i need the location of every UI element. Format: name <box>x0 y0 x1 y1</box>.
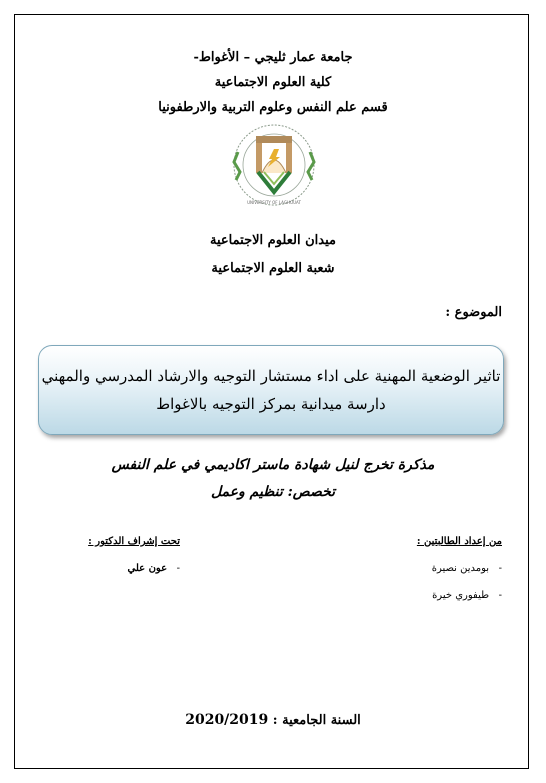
field-block <box>0 227 546 283</box>
supervisor-name: عون علي <box>127 563 168 574</box>
student-row <box>332 563 502 590</box>
svg-text:UNIVERSITY OF LAGHOUAT: UNIVERSITY OF LAGHOUAT <box>247 200 301 205</box>
academic-year <box>0 712 546 728</box>
bullet: - <box>498 590 502 601</box>
thesis-title-line1: تاثير الوضعية المهنية على اداء مستشار التوجيه والارشاد المدرسي والمهني <box>41 367 501 385</box>
specialty-line: تخصص: تنظيم وعمل <box>210 484 336 500</box>
university-header <box>0 45 546 120</box>
student-row <box>332 590 502 617</box>
domain-name: ميدان العلوم الاجتماعية <box>210 233 336 248</box>
bullet: - <box>498 563 502 574</box>
bullet: - <box>176 563 180 574</box>
academic-year-value: 2020/2019 <box>185 712 269 728</box>
branch-name: شعبة العلوم الاجتماعية <box>211 261 335 276</box>
faculty-name: كلية العلوم الاجتماعية <box>214 75 332 90</box>
supervisor-heading: تحت إشراف الدكتور : <box>88 536 180 547</box>
subject-label: الموضوع : <box>445 305 502 320</box>
academic-year-label: السنة الجامعية : <box>272 713 361 728</box>
degree-line: مذكرة تخرج لنيل شهادة ماستر اكاديمي في علم النفس <box>111 457 435 473</box>
department-name: قسم علم النفس وعلوم التربية والارطفونيا <box>158 100 388 115</box>
student-name: بومدين نصيرة <box>431 563 490 574</box>
student-name: طيفوري خيرة <box>432 590 490 601</box>
thesis-title-box <box>38 345 504 435</box>
thesis-description <box>0 452 546 506</box>
thesis-title-line2: دارسة ميدانية بمركز التوجيه بالاغواط <box>156 395 386 413</box>
supervisor-column <box>60 536 180 590</box>
university-name: جامعة عمار ثليجي – الأغواط- <box>193 50 353 65</box>
supervisor-row <box>60 563 180 590</box>
students-column <box>332 536 502 617</box>
students-heading: من إعداد الطالبتين : <box>416 536 502 547</box>
university-seal-icon <box>228 122 320 208</box>
